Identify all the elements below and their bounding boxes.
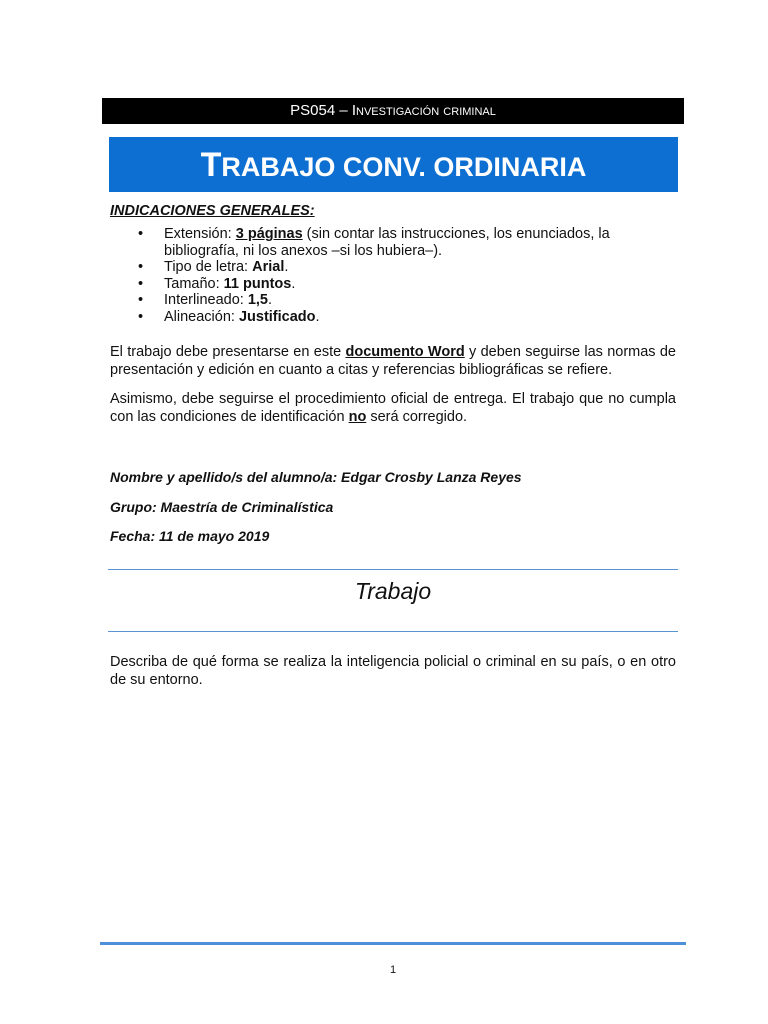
list-item xyxy=(110,226,680,259)
paragraph-emphasis: no xyxy=(348,409,367,425)
list-item xyxy=(110,309,680,326)
submission-date: Fecha: 11 de mayo 2019 xyxy=(110,528,270,544)
spec-label: Extensión: xyxy=(164,226,236,242)
spec-note: . xyxy=(268,292,273,308)
course-name: Investigación criminal xyxy=(351,102,496,119)
document-title xyxy=(109,137,678,192)
list-item xyxy=(110,276,680,293)
general-instructions-heading: INDICACIONES GENERALES: xyxy=(110,203,315,219)
paragraph-text: y deben seguirse las normas de presentación y edición en cuanto a citas y referencias bibliográficas se refiere. xyxy=(110,344,676,378)
course-code: PS054 – xyxy=(290,102,348,119)
spec-label: Alineación: xyxy=(164,308,239,325)
paragraph-text: Asimismo, debe seguirse el procedimiento oficial de entrega. El trabajo que no cumpla con las condiciones de identificación xyxy=(110,391,676,425)
student-name: Nombre y apellido/s del alumno/a: Edgar Crosby Lanza Reyes xyxy=(110,469,522,485)
spec-value: 3 páginas xyxy=(235,226,303,242)
work-title: Trabajo xyxy=(354,578,432,604)
spec-note: (sin contar las instrucciones, los enunciados, la bibliografía, ni los anexos –si los hubiera–). xyxy=(164,226,610,259)
spec-label: Tamaño: xyxy=(164,275,224,292)
spec-note: . xyxy=(315,308,320,325)
spec-value: 1,5 xyxy=(247,292,269,308)
student-group: Grupo: Maestría de Criminalística xyxy=(110,499,334,515)
paragraph-text: será corregido. xyxy=(366,409,468,425)
submission-paragraph xyxy=(110,343,676,379)
format-specs-list xyxy=(110,226,680,325)
divider-top xyxy=(108,569,678,570)
document-title-rest: RABAJO CONV. ORDINARIA xyxy=(221,152,587,182)
spec-label: Tipo de letra: xyxy=(164,259,253,275)
divider-bottom xyxy=(108,631,678,632)
paragraph-text: El trabajo debe presentarse en este xyxy=(110,344,346,360)
paragraph-emphasis: documento Word xyxy=(345,344,465,360)
spec-note: . xyxy=(284,259,289,275)
spec-value: Arial xyxy=(252,259,285,275)
list-item xyxy=(110,259,680,276)
document-title-initial: T xyxy=(200,146,222,184)
course-header-bar xyxy=(102,98,684,124)
page-number: 1 xyxy=(389,964,397,976)
spec-value: Justificado xyxy=(238,308,316,325)
spec-note: . xyxy=(291,275,296,292)
list-item xyxy=(110,292,680,309)
footer-rule xyxy=(100,942,686,945)
work-prompt: Describa de qué forma se realiza la inteligencia policial o criminal en su país, o en otro de su entorno. xyxy=(110,654,676,688)
delivery-paragraph xyxy=(110,390,676,426)
spec-label: Interlineado: xyxy=(164,292,248,308)
spec-value: 11 puntos xyxy=(223,275,292,292)
